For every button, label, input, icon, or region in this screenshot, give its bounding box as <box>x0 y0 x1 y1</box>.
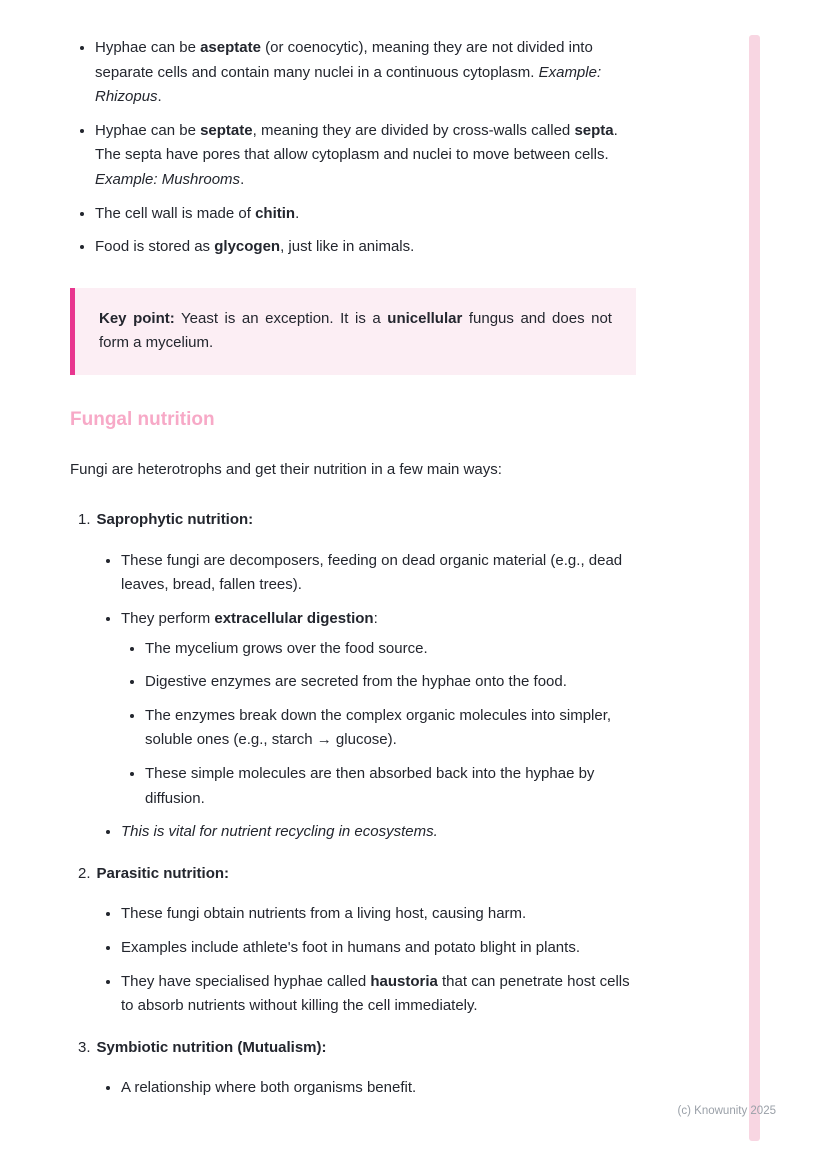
sub-bullet-list <box>70 549 636 845</box>
numbered-item-heading <box>70 1036 636 1061</box>
item-number: 3. <box>78 1038 91 1056</box>
numbered-item-heading <box>70 862 636 887</box>
key-point-callout <box>70 288 636 375</box>
list-item-text: These simple molecules are then absorbed back into the hyphae by diffusion. <box>145 764 595 807</box>
list-item-text: They have specialised hyphae called haustoria that can penetrate host cells to absorb nutrients without killing the cell immediately. <box>121 972 630 1015</box>
document-content <box>70 36 636 1101</box>
item-number: 2. <box>78 864 91 882</box>
list-item <box>121 607 636 811</box>
list-item-text: The mycelium grows over the food source. <box>145 639 428 657</box>
sub-bullet-list <box>70 1076 636 1101</box>
section-heading-fungal-nutrition: Fungal nutrition <box>70 408 215 430</box>
nutrition-types-list <box>70 508 636 1101</box>
list-item-text: They perform extracellular digestion: <box>121 610 378 627</box>
numbered-item-saprophytic <box>70 508 636 845</box>
list-item-text: This is vital for nutrient recycling in ecosystems. <box>121 823 438 841</box>
list-item <box>95 119 636 193</box>
footer-credit: (c) Knowunity 2025 <box>677 1105 776 1117</box>
side-strip <box>749 35 760 1141</box>
list-item-text: Hyphae can be septate, meaning they are divided by cross-walls called septa. The septa have pores that allow cytoplasm and nuclei to move between cells. Example: Mushrooms. <box>95 121 618 188</box>
list-item <box>145 670 636 695</box>
list-item-text: The enzymes break down the complex organic molecules into simpler, soluble ones (e.g., starch → glucose). <box>145 706 612 749</box>
sub-sub-bullet-list <box>121 637 636 812</box>
list-item-text: These fungi obtain nutrients from a living host, causing harm. <box>121 905 527 923</box>
numbered-item-heading <box>70 508 636 533</box>
list-item-text: Hyphae can be aseptate (or coenocytic), meaning they are not divided into separate cells and contain many nuclei in a continuous cytoplasm. Example: Rhizopus. <box>95 39 602 106</box>
list-item <box>121 970 636 1019</box>
item-number: 1. <box>78 511 91 529</box>
list-item <box>145 637 636 662</box>
list-item <box>145 762 636 811</box>
list-item-text: The cell wall is made of chitin. <box>95 204 300 222</box>
list-item-text: A relationship where both organisms benefit. <box>121 1079 417 1097</box>
list-item <box>145 704 636 753</box>
list-item-text: Food is stored as glycogen, just like in animals. <box>95 238 415 256</box>
lead-paragraph: Fungi are heterotrophs and get their nutrition in a few main ways: <box>70 460 502 478</box>
numbered-item-parasitic <box>70 862 636 1019</box>
list-item <box>95 202 636 227</box>
list-item <box>121 820 636 845</box>
list-item-text: Examples include athlete's foot in humans and potato blight in plants. <box>121 938 580 956</box>
list-item <box>121 936 636 961</box>
item-title: Saprophytic nutrition: <box>96 511 254 529</box>
intro-bullet-list <box>70 36 636 260</box>
list-item <box>121 549 636 598</box>
list-item <box>121 902 636 927</box>
item-title: Parasitic nutrition: <box>96 864 230 882</box>
list-item-text: Digestive enzymes are secreted from the hyphae onto the food. <box>145 673 567 691</box>
numbered-item-symbiotic <box>70 1036 636 1101</box>
list-item <box>95 36 636 110</box>
sub-bullet-list <box>70 902 636 1018</box>
list-item-text: These fungi are decomposers, feeding on dead organic material (e.g., dead leaves, bread, fallen trees). <box>121 551 623 594</box>
list-item <box>121 1076 636 1101</box>
list-item <box>95 235 636 260</box>
item-title: Symbiotic nutrition (Mutualism): <box>96 1038 327 1056</box>
key-point-text: Key point: Yeast is an exception. It is a unicellular fungus and does not form a mycelium. <box>99 309 612 352</box>
